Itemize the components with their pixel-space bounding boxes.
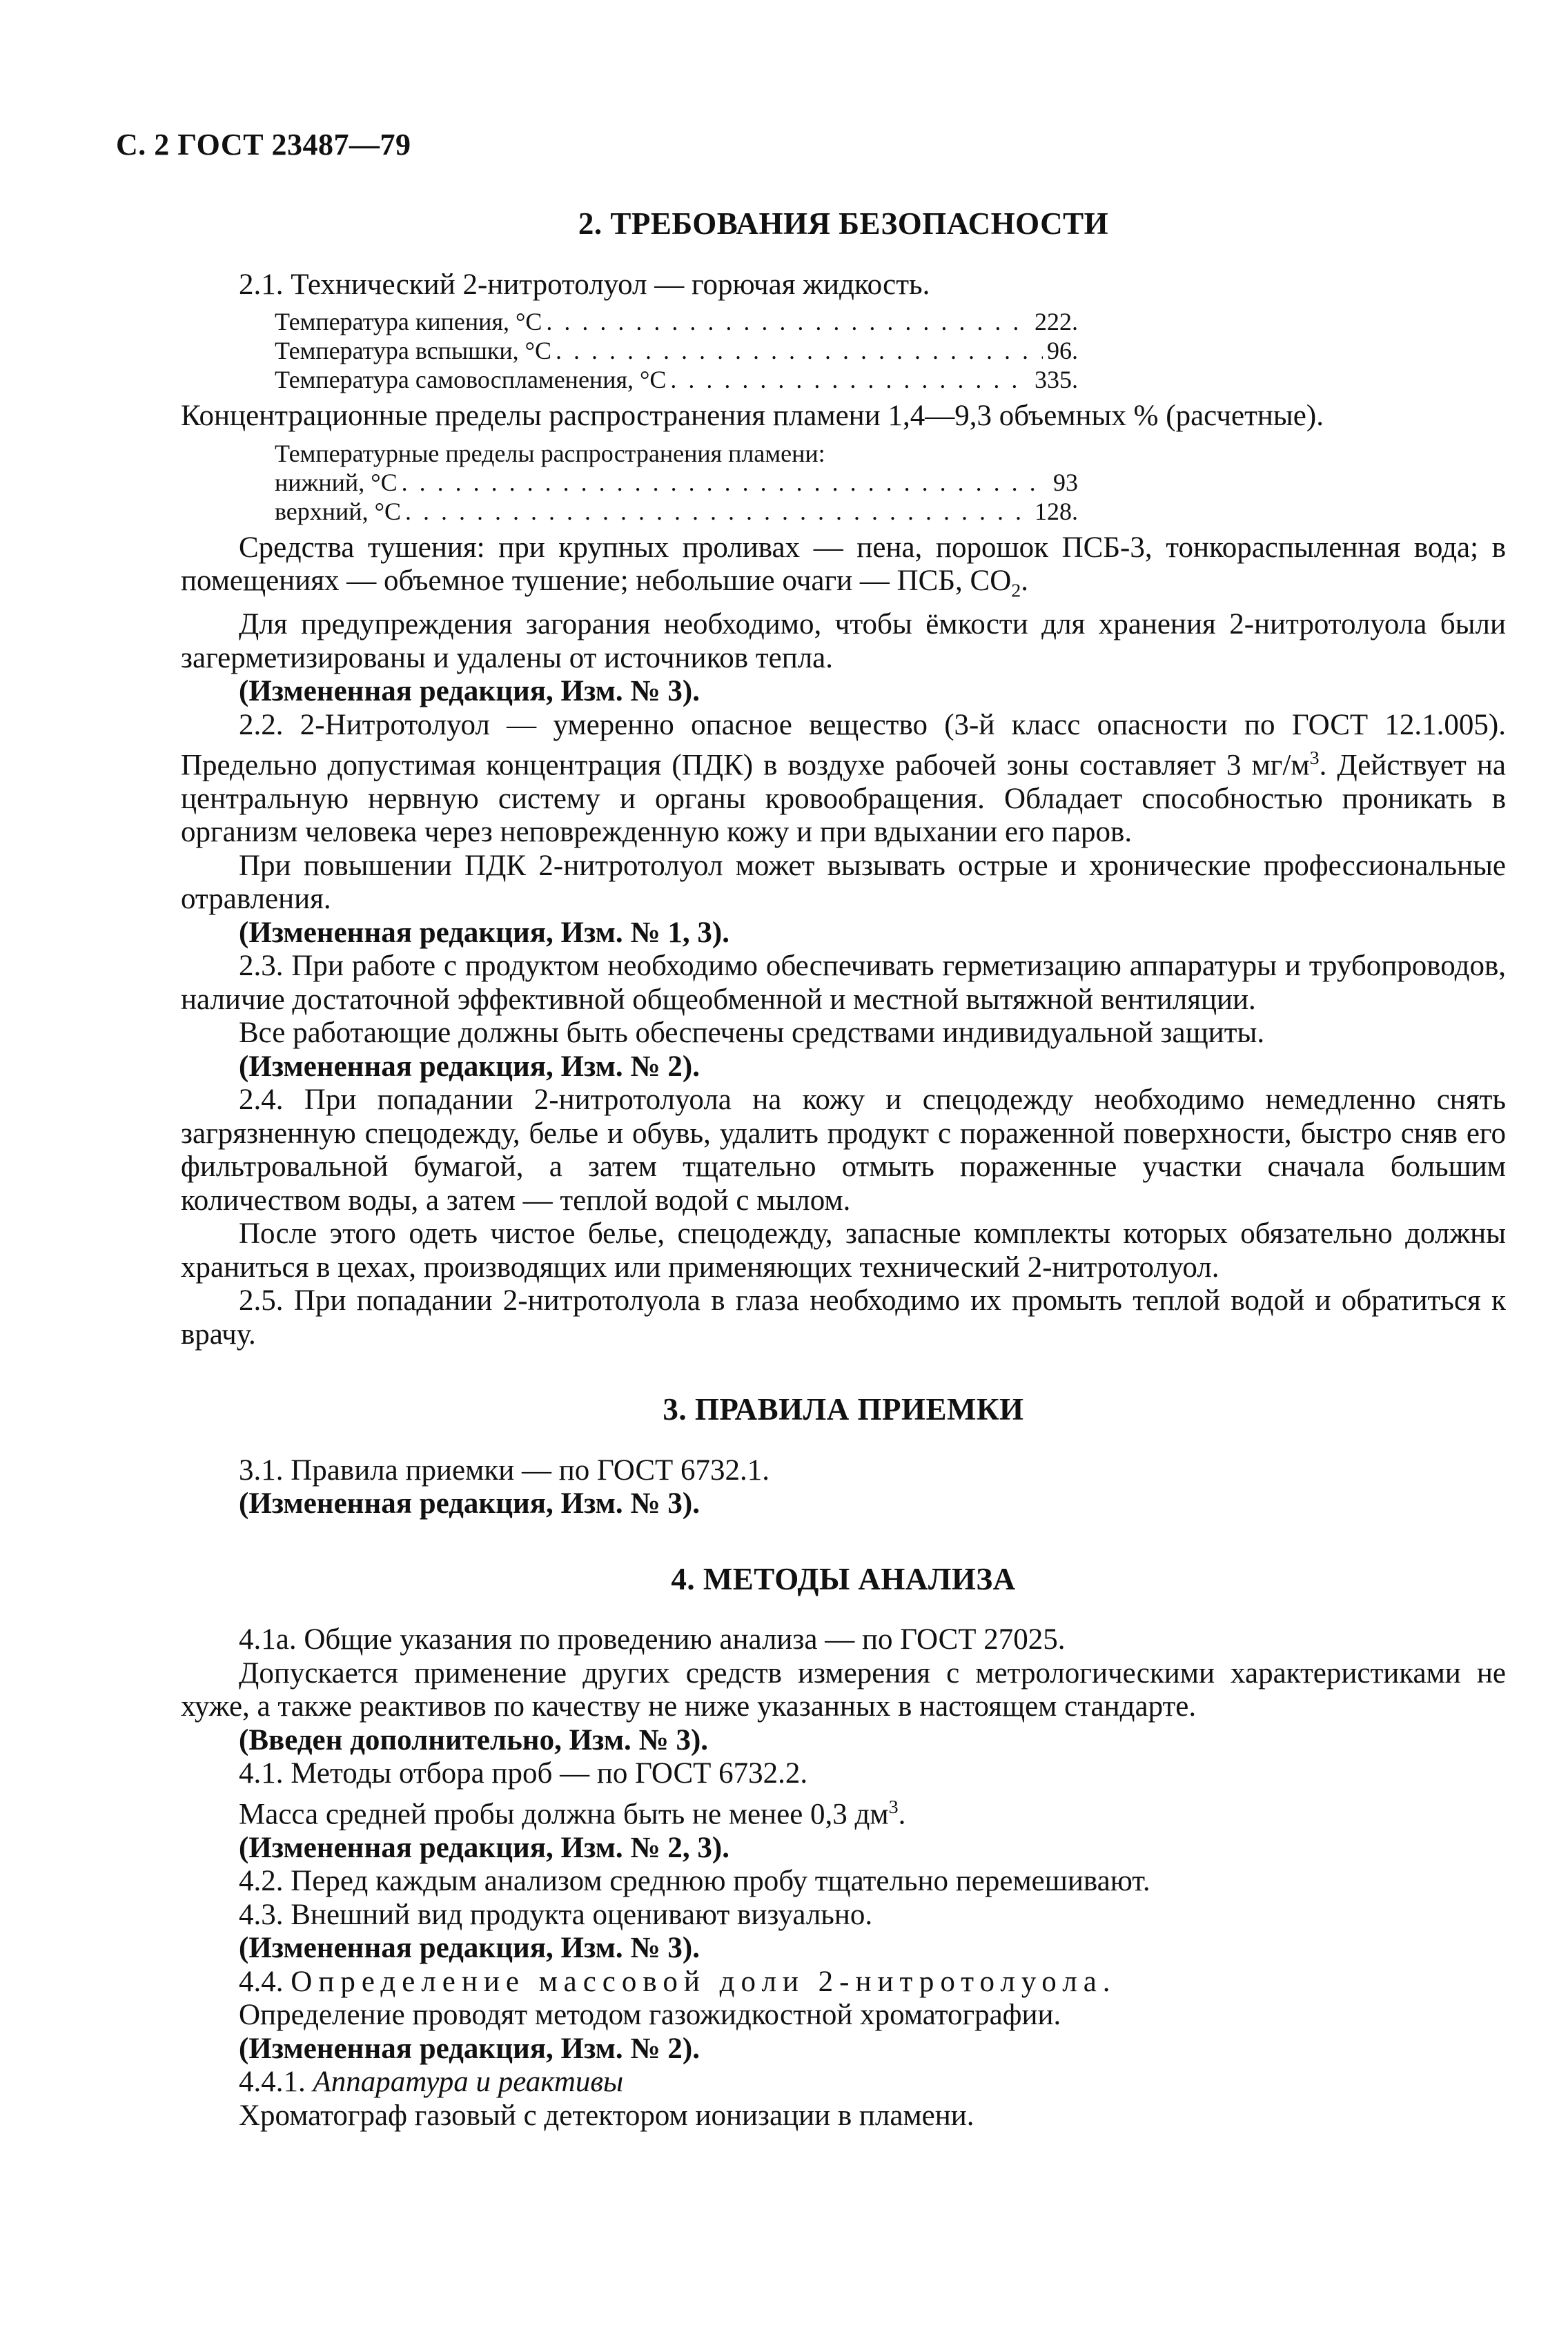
paragraph-4-1: 4.1. Методы отбора проб — по ГОСТ 6732.2. — [239, 1757, 808, 1790]
dot-leader — [405, 497, 1030, 526]
temp-row-boiling — [275, 307, 1078, 336]
sample-mass: Масса средней пробы должна быть не менее 0,3 $дм^3$. — [239, 1796, 906, 1831]
amendment-note: (Измененная редакция, Изм. № 1, 3). — [239, 916, 729, 949]
section-4-title: 4. МЕТОДЫ АНАЛИЗА — [671, 1561, 1016, 1596]
method-paragraph: Определение проводят методом газожидкостной хроматографии. — [239, 1999, 1061, 2032]
temp-row-autoignition — [275, 365, 1078, 394]
temp-label: Температура самовоспламенения, °С — [275, 366, 667, 393]
amendment-note: (Измененная редакция, Изм. № 2). — [239, 2032, 700, 2065]
document-body — [181, 207, 1506, 2133]
paragraph-2-2: 2.2. 2-Нитротолуол — умеренно опасное вещество (3-й класс опасности по ГОСТ 12.1.005). Предельно допустимая концентрация (ПДК) в воздухе рабочей зоны составляет 3 $мг/м^3$. Действует на центральную нервную систему и органы кровообращения. Обладает способностью проникать в организм человека через неповрежденную кожу и при вдыхании его паров. — [181, 708, 1506, 849]
paragraph-4-2: 4.2. Перед каждым анализом среднюю пробу тщательно перемешивают. — [239, 1865, 1150, 1898]
temp-row-flash — [275, 336, 1078, 365]
dot-leader — [402, 468, 1049, 497]
allowed-paragraph: Допускается применение других средств измерения с метрологическими характеристиками не хуже, а также реактивов по качеству не ниже указанных в настоящем стандарте. — [181, 1656, 1506, 1723]
pdk-paragraph: При повышении ПДК 2-нитротолуол может вызывать острые и хронические профессиональные отравления. — [181, 849, 1506, 916]
section-2-title: 2. ТРЕБОВАНИЯ БЕЗОПАСНОСТИ — [578, 206, 1109, 241]
introduced-note: (Введен дополнительно, Изм. № 3). — [239, 1723, 709, 1756]
paragraph-4-3: 4.3. Внешний вид продукта оценивают визуально. — [239, 1898, 873, 1931]
limit-label: верхний, °С — [275, 497, 401, 525]
amendment-note: (Измененная редакция, Изм. № 2). — [239, 1050, 700, 1083]
prevention-paragraph: Для предупреждения загорания необходимо, чтобы ёмкости для хранения 2-нитротолуола были загерметизированы и удалены от источников тепла. — [181, 608, 1506, 674]
temp-limits-title: Температурные пределы распространения пламени: — [275, 439, 825, 467]
paragraph-4-1a: 4.1а. Общие указания по проведению анализа — по ГОСТ 27025. — [239, 1623, 1066, 1656]
section-3-title: 3. ПРАВИЛА ПРИЕМКИ — [663, 1392, 1024, 1427]
temp-value: 335. — [1035, 366, 1078, 393]
page-header: С. 2 ГОСТ 23487—79 — [116, 128, 411, 161]
limit-row-lower — [275, 468, 1078, 497]
temp-label: Температура вспышки, °С — [275, 337, 552, 364]
ppe-paragraph: Все работающие должны быть обеспечены средствами индивидуальной защиты. — [239, 1017, 1265, 1050]
dot-leader — [670, 365, 1030, 394]
limit-row-upper — [275, 497, 1078, 526]
amendment-note: (Измененная редакция, Изм. № 3). — [239, 1487, 700, 1520]
paragraph-2-4: 2.4. При попадании 2-нитротолуола на кожу и спецодежду необходимо немедленно снять загрязненную спецодежду, белье и обувь, удалить продукт с пораженной поверхности, быстро сняв его фильтровальной бумагой, а затем тщательно отмыть пораженные участки сначала большим количеством воды, а затем — теплой водой с мылом. — [181, 1084, 1506, 1217]
paragraph-2-3: 2.3. При работе с продуктом необходимо обеспечивать герметизацию аппаратуры и трубопроводов, наличие достаточной эффективной общеобменной и местной вытяжной вентиляции. — [181, 950, 1506, 1016]
limit-value: 128. — [1035, 497, 1078, 525]
paragraph-2-1: 2.1. Технический 2-нитротолуол — горючая жидкость. — [239, 268, 930, 301]
temp-value: 96. — [1047, 337, 1078, 364]
temp-label: Температура кипения, °С — [275, 308, 542, 335]
amendment-note: (Измененная редакция, Изм. № 3). — [239, 1932, 700, 1965]
paragraph-3-1: 3.1. Правила приемки — по ГОСТ 6732.1. — [239, 1453, 770, 1487]
after-paragraph: После этого одеть чистое белье, спецодежду, запасные комплекты которых обязательно должны храниться в цехах, производящих или применяющих технический 2-нитротолуол. — [181, 1217, 1506, 1284]
paragraph-4-4-1: 4.4.1. Аппаратура и реактивы — [239, 2066, 624, 2099]
concentration-limits: Концентрационные пределы распространения пламени 1,4—9,3 объемных % (расчетные). — [181, 400, 1324, 432]
dot-leader — [556, 336, 1043, 365]
amendment-note: (Измененная редакция, Изм. № 3). — [239, 675, 700, 708]
limit-label: нижний, °С — [275, 468, 398, 496]
amendment-note: (Измененная редакция, Изм. № 2, 3). — [239, 1831, 729, 1864]
dot-leader — [546, 307, 1030, 336]
temp-value: 222. — [1035, 308, 1078, 335]
paragraph-2-5: 2.5. При попадании 2-нитротолуола в глаза необходимо их промыть теплой водой и обратиться к врачу. — [181, 1284, 1506, 1351]
paragraph-4-4: 4.4. Определение массовой доли 2-нитротолуола. — [239, 1965, 1117, 1998]
chromatograph-paragraph: Хроматограф газовый с детектором ионизации в пламени. — [239, 2099, 974, 2132]
limit-value: 93 — [1053, 468, 1078, 496]
extinguishing-means: Средства тушения: при крупных проливах — пена, порошок ПСБ-3, тонкораспыленная вода; в помещениях — объемное тушение; небольшие очаги — ПСБ, $СО_2$. — [181, 531, 1506, 602]
